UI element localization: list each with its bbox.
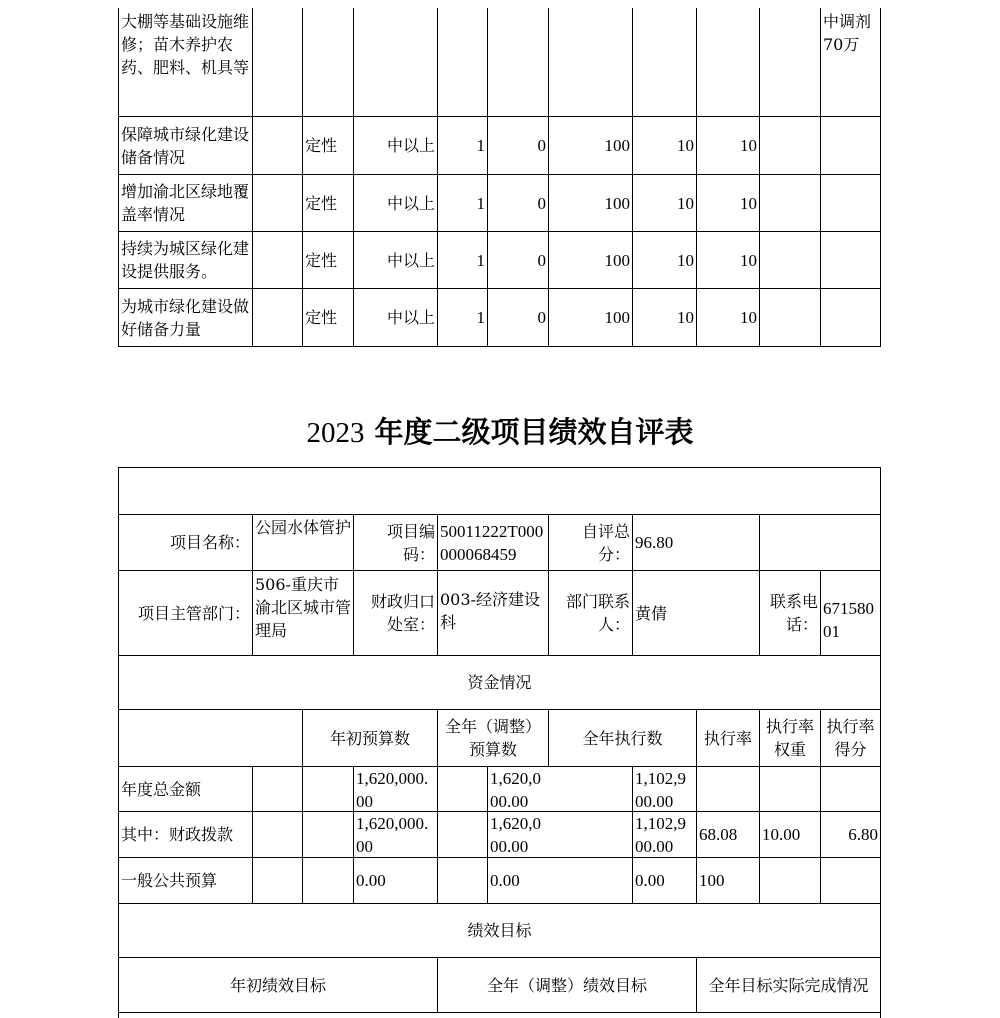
indicator-cell xyxy=(119,232,252,288)
header-weight xyxy=(760,710,820,766)
value-text: 10 xyxy=(740,136,757,155)
value-text: 1 xyxy=(476,136,485,155)
indicator-cell xyxy=(119,289,252,346)
nature-text: 定性 xyxy=(305,308,338,327)
value-cell xyxy=(488,232,548,288)
target-text: 中以上 xyxy=(386,250,435,270)
value-text: 10 xyxy=(740,193,757,213)
header-executed xyxy=(549,710,696,766)
rule xyxy=(252,116,253,347)
label-text: 自评总分： xyxy=(581,521,630,564)
value-text: 10 xyxy=(740,308,757,327)
value-text: 10.00 xyxy=(762,825,801,844)
fund-adjusted xyxy=(488,858,548,903)
value-cell xyxy=(549,232,632,288)
fund-rate xyxy=(697,858,759,903)
performance-section-title xyxy=(119,904,880,957)
value-text: 1 xyxy=(476,193,485,213)
value-text: 10 xyxy=(677,193,694,213)
value-cell xyxy=(549,117,632,174)
fund-score xyxy=(821,812,880,857)
value-text: 100 xyxy=(604,136,630,155)
fund-rate xyxy=(697,812,759,857)
indicator-text: 增加渝北区绿地覆盖率情况 xyxy=(121,182,250,224)
adjusted-goal-header xyxy=(438,958,696,1012)
header-text: 全年执行数 xyxy=(582,728,663,748)
dept-value xyxy=(253,571,353,655)
label-text: 财政归口处室： xyxy=(370,592,435,634)
rule xyxy=(880,467,881,1018)
value-text: 1,620,000.00 xyxy=(490,814,541,856)
value-cell xyxy=(697,289,759,346)
value-text: 1,620,000.00 xyxy=(490,769,541,811)
section-title-text: 绩效目标 xyxy=(467,921,532,940)
target-text: 中以上 xyxy=(386,136,435,155)
rule xyxy=(302,766,303,903)
value-text: 0 xyxy=(537,308,546,327)
section-title-text: 资金情况 xyxy=(467,673,532,692)
phone-value xyxy=(821,571,880,655)
value-text: 1,102,900.00 xyxy=(635,814,686,856)
rule xyxy=(252,766,253,903)
value-text: 003-经济建设科 xyxy=(440,590,540,632)
contact-label xyxy=(549,571,632,655)
phone-label xyxy=(760,571,820,655)
value-text: 0 xyxy=(537,250,546,270)
header-text: 年初绩效目标 xyxy=(229,975,326,995)
value-cell xyxy=(488,117,548,174)
office-value xyxy=(438,571,548,655)
target-cell xyxy=(354,289,437,346)
value-cell xyxy=(633,117,696,174)
value-cell xyxy=(633,175,696,231)
value-text: 10 xyxy=(677,250,694,270)
value-text: 6.80 xyxy=(848,825,878,844)
project-name-label xyxy=(119,515,252,570)
value-text: 1,620,000.00 xyxy=(356,814,429,856)
value-text: 1 xyxy=(476,250,485,270)
fund-executed xyxy=(633,812,696,857)
nature-cell xyxy=(303,232,353,288)
initial-goal-header xyxy=(119,958,437,1012)
value-text: 0.00 xyxy=(356,871,386,890)
nature-cell xyxy=(303,175,353,231)
target-cell xyxy=(354,117,437,174)
fund-adjusted xyxy=(488,812,548,857)
header-text: 执行率权重 xyxy=(765,717,814,759)
value-cell xyxy=(438,175,487,231)
rule xyxy=(880,8,881,347)
project-name-value xyxy=(253,515,353,570)
indicator-cell xyxy=(119,117,252,174)
header-text: 执行率 xyxy=(703,728,752,748)
header-text: 全年（调整）预算数 xyxy=(444,717,541,759)
contact-value xyxy=(633,571,759,655)
value-cell xyxy=(697,232,759,288)
value-cell xyxy=(633,289,696,346)
value-text: 0.00 xyxy=(635,871,665,890)
value-text: 50011222T000000068459 xyxy=(440,522,544,564)
page-title xyxy=(0,410,1000,451)
header-rate xyxy=(697,710,759,766)
header-text: 全年（调整）绩效目标 xyxy=(486,975,647,995)
label-text: 项目编码： xyxy=(386,521,435,564)
nature-cell xyxy=(303,117,353,174)
project-code-value xyxy=(438,515,548,570)
rule xyxy=(118,1012,881,1013)
header-text: 全年目标实际完成情况 xyxy=(708,975,869,995)
value-text: 506-重庆市渝北区城市管理局 xyxy=(255,575,352,640)
label-text: 部门联系人： xyxy=(565,592,630,634)
self-score-label xyxy=(549,515,632,570)
note-cell xyxy=(821,8,880,116)
nature-cell xyxy=(303,289,353,346)
fund-initial xyxy=(354,812,437,857)
rule xyxy=(759,8,760,347)
value-text: 1,102,900.00 xyxy=(635,769,686,811)
nature-text: 定性 xyxy=(305,136,338,155)
value-text: 10 xyxy=(740,250,757,270)
value-cell xyxy=(549,175,632,231)
value-cell xyxy=(438,117,487,174)
value-text: 100 xyxy=(604,193,630,213)
rule xyxy=(118,467,881,468)
self-score-value xyxy=(633,515,759,570)
header-initial-budget xyxy=(303,710,437,766)
value-text: 公园水体管护 xyxy=(255,518,352,537)
project-code-label xyxy=(354,515,437,570)
value-text: 0 xyxy=(537,136,546,155)
value-text: 100 xyxy=(604,308,630,327)
value-text: 1,620,000.00 xyxy=(356,769,429,811)
value-cell xyxy=(438,232,487,288)
header-text: 执行率得分 xyxy=(826,717,875,759)
rule xyxy=(252,8,253,116)
fund-initial xyxy=(354,767,437,811)
indicator-text: 为城市绿化建设做好储备力量 xyxy=(121,296,250,339)
funds-section-title xyxy=(119,656,880,709)
fund-initial xyxy=(354,858,437,903)
value-text: 10 xyxy=(677,308,694,327)
dept-label xyxy=(119,571,252,655)
target-text: 中以上 xyxy=(386,193,435,213)
value-text: 100 xyxy=(699,871,725,890)
fund-adjusted xyxy=(488,767,548,811)
indicator-text: 大棚等基础设施维修；苗木养护农药、肥料、机具等 xyxy=(121,12,250,77)
value-text: 68.08 xyxy=(699,825,738,844)
office-label xyxy=(354,571,437,655)
row-label-text: 其中：财政拨款 xyxy=(121,825,234,844)
fund-executed xyxy=(633,858,696,903)
indicator-cell xyxy=(119,175,252,231)
fund-executed xyxy=(633,767,696,811)
header-score xyxy=(821,710,880,766)
value-text: 10 xyxy=(677,136,694,155)
value-cell xyxy=(633,232,696,288)
note-text: 中调剂70万 xyxy=(823,12,872,54)
value-text: 0.00 xyxy=(490,871,520,890)
fund-weight xyxy=(760,812,820,857)
row-label-text: 年度总金额 xyxy=(121,779,202,799)
title-text: 年度二级项目绩效自评表 xyxy=(364,415,694,449)
title-year: 2023 xyxy=(306,417,365,449)
rule xyxy=(118,346,881,347)
target-cell xyxy=(354,175,437,231)
value-cell xyxy=(549,289,632,346)
value-cell xyxy=(697,175,759,231)
header-text: 年初预算数 xyxy=(329,728,410,748)
nature-text: 定性 xyxy=(305,193,338,213)
indicator-cell xyxy=(119,8,252,116)
target-cell xyxy=(354,232,437,288)
label-text: 联系电话： xyxy=(769,592,818,634)
fund-row-label xyxy=(119,767,252,811)
value-text: 100 xyxy=(604,250,630,270)
value-cell xyxy=(488,289,548,346)
label-text: 项目主管部门： xyxy=(137,603,250,623)
value-text: 黄倩 xyxy=(635,603,668,623)
value-text: 96.80 xyxy=(635,533,674,552)
label-text: 项目名称： xyxy=(169,533,250,552)
value-text: 0 xyxy=(537,193,546,213)
row-label-text: 一般公共预算 xyxy=(121,871,218,890)
value-cell xyxy=(488,175,548,231)
indicator-text: 持续为城区绿化建设提供服务。 xyxy=(121,239,250,281)
value-text: 1 xyxy=(476,308,485,327)
indicator-text: 保障城市绿化建设储备情况 xyxy=(121,124,250,167)
value-text: 67158001 xyxy=(823,599,874,641)
fund-row-label xyxy=(119,858,252,903)
fund-row-label xyxy=(119,812,252,857)
value-cell xyxy=(438,289,487,346)
header-adjusted-budget xyxy=(438,710,548,766)
nature-text: 定性 xyxy=(305,250,338,270)
value-cell xyxy=(697,117,759,174)
actual-completion-header xyxy=(697,958,880,1012)
target-text: 中以上 xyxy=(386,308,435,327)
rule xyxy=(437,766,438,903)
